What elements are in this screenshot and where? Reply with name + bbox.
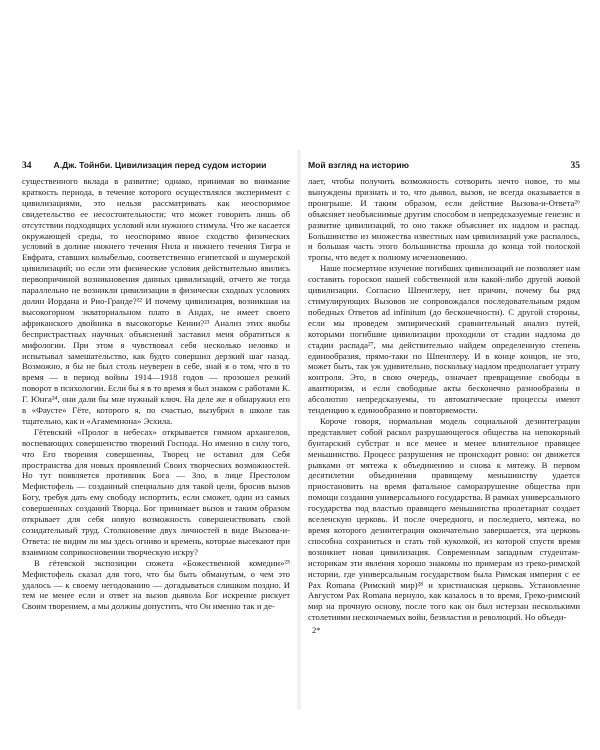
left-page-header (22, 160, 290, 172)
paragraph: Короче говоря, нормальная модель социальной дезинтеграции представляет собой раскол разрушающегося общества на непокорный бунтарский субстрат и все менее и менее влиятельное правящее меньшинство. Процесс разрушения не происходит ровно: он движется рывками от мятежа к объединению и снова к мятежу. В первом десятилетии объединения правящему меньшинству удается приостановить на время фатальное саморазрушение общества при помощи создания универсального государства. В рамках универсального государства под властью правящего меньшинства пролетариат создает вселенскую церковь. И после очередного, и последнего, мятежа, во время которого дезинтеграция окончательно завершается, эта церковь способна сохраниться и стать той куколкой, из которой спустя время возникнет новая цивилизация. Современным западным студентам-историкам эти явления хорошо знакомы по примерам из греко-римской истории, где универсальным государством была Римская империя с ее Pax Romana (Римский мир)²⁸ и христианская церковь. Установление Августом Pax Romana вернуло, как казалось в то время, Греко-римский мир на прочную основу, после того как он был истерзан несколькими столетиями нескончаемых войн, безвластия и революций. Но объеди- (308, 415, 580, 623)
running-head: Мой взгляд на историю (308, 160, 409, 170)
paragraph: лает, чтобы получить возможность сотворить нечто новое, то мы вынуждены признать и то, что дьявол, вызов, не всегда оказывается в проигрыше. И таким образом, если действие Вызова-и-Ответа²⁶ объясняет необъяснимые другим способом и непредсказуемые генезис и развитие цивилизаций, то оно также объясняет их надлом и распад. Большинство из множества известных нам цивилизаций уже распалось, и большая часть этого большинства прошла до конца той полоской тропы, что ведет к полному исчезновению. (308, 176, 580, 263)
paragraph: Наше посмертное изучение погибших цивилизаций не позволяет нам составить гороскоп нашей собственной или какой-либо другой живой цивилизации. Согласно Шпенглеру, нет причин, почему бы ряд стимулирующих Вызовов не сопровождался последовательным рядом победных Ответов ad infinitum (до бесконечности). С другой стороны, если мы проведем эмпирический сравнительный анализ путей, которыми погибшие цивилизации проходили от стадии надлома до стадии распада²⁷, мы действительно найдем определенную степень единообразия, прямо-таки по Шпенглеру. И в конце концов, не это, может быть, так уж удивительно, поскольку надлом предполагает утрату контроля. Это, в свою очередь, означает превращение свободы в авантюризм, и если свободные акты бесконечно разнообразны и абсолютно непредсказуемы, то автоматические процессы имеют тенденцию к единообразию и повторяемости. (308, 263, 580, 416)
page-number: 34 (22, 161, 32, 171)
page-number: 35 (570, 161, 580, 171)
paragraph: Гётевский «Пролог в небесах» открывается гимном архангелов, воспевающих совершенство творений Господа. Но именно в силу того, что Его творения совершенны, Творец не оставил для Себя пространства для новых проявлений Своих творческих возможностей. Но тут появляется противник Бога — Зло, в лице Престолом Мефистофель — созданный специально для такой цели, бросив вызов Богу, требуя дать ему свободу испортить, если сможет, один из самых совершенных созданий Творца. Бог принимает вызов и таким образом открывает для себя новую возможность совершенствовать свой созидательный труд. Столкновение двух личностей в виде Вызова-и-Ответа: не видим ли мы здесь огниво и кремень, которые высекают при взаимном соприкосновении творческую искру? (22, 426, 290, 557)
right-page-body (308, 176, 580, 635)
left-page-body (22, 176, 290, 612)
left-page (0, 0, 298, 750)
signature-mark: 2* (312, 625, 321, 636)
paragraph: существенного вклада в развитие; однако, принимая во внимание краткость периода, в течение которого осуществлялся эксперимент с цивилизациями, это нельзя рассматривать как неоспоримое свидетельство ее несостоятельности; что может говорить лишь об отсутствии подходящих условий или нужного стимула. Что же касается окружающей среды, то неоспоримо явное сходство физических условий в долине нижнего течения Нила и нижнего течения Тигра и Евфрата, ставших колыбелью, соответственно египетской и шумерской цивилизаций; но если эти физические условия действительно явились первопричиной возникновения данных цивилизаций, отчего же тогда параллельно не возникли цивилизации в физически сходных условиях долин Иордана и Рио-Гранде?²² И почему цивилизация, возникшая на высокогорном экваториальном плато в Андах, не имеет своего африканского двойника в высокогорье Кении?²³ Анализ этих якобы беспристрастных научных объяснений заставил меня обратиться к мифологии. При этом я чувствовал себя несколько неловко и испытывал замешательство, как будто совершил дерзкий шаг назад. Возможно, я бы не был столь неуверен в себе, знай я о том, что в то время — в период войны 1914—1918 годов — прозошел резкий поворот в психологии. Если бы я в то время я был знаком с работами К. Г. Юнга²⁴, они дали бы мне нужный ключ. На деле же я обнаружил его в «Фаусте» Гёте, которого я, по счастью, вызубрил в школе так тщательно, как и «Агамемнона» Эсхила. (22, 176, 290, 426)
right-page-header (308, 160, 580, 172)
right-page (300, 0, 600, 750)
paragraph: В гётевской экспозиции сюжета «Божественной комедии»²⁵ Мефистофель сказал для того, что бы быть обманутым, о чем это удалось — к своему негодованию — догадываться слишком поздно. И тем не менее если и ответ на вызов дьявола Бог искренне рискует Своим творением, а мы должны допустить, что Он именно так и де- (22, 557, 290, 612)
running-head: А.Дж. Тойнби. Цивилизация перед судом истории (53, 160, 267, 170)
